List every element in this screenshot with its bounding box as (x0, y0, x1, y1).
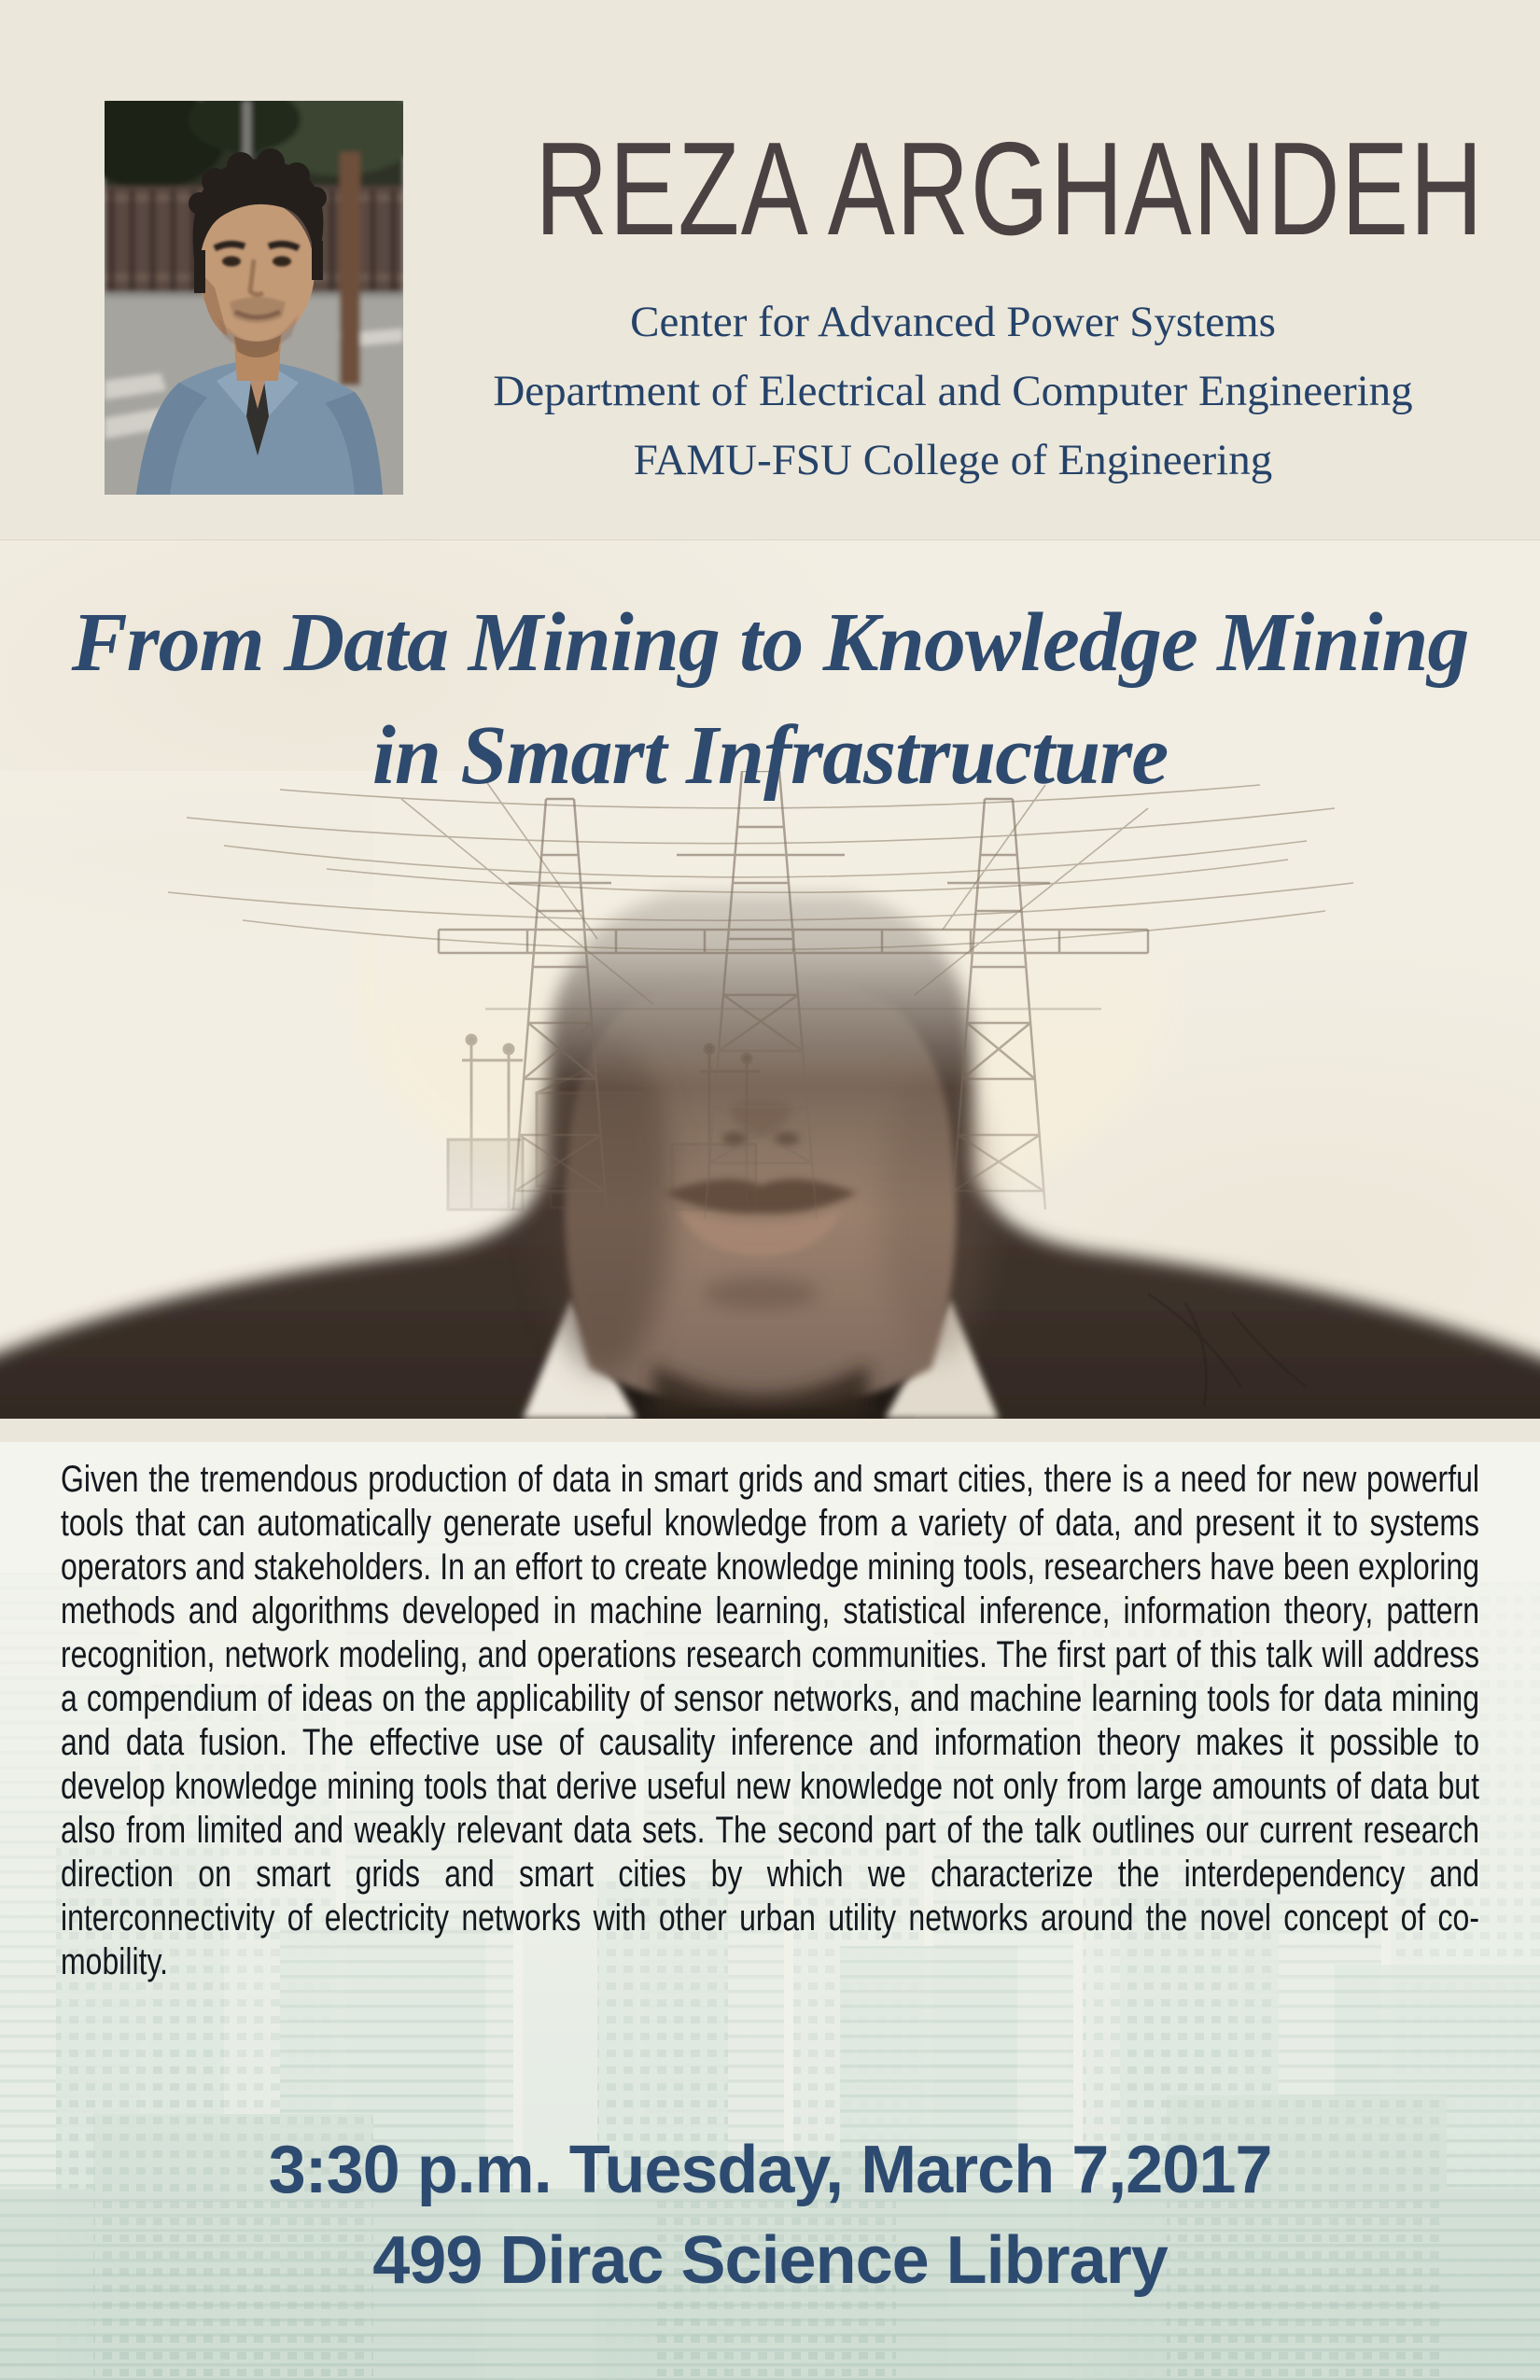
talk-title-line1: From Data Mining to Knowledge Mining (71, 596, 1469, 689)
speaker-name: REZA ARGHANDEH (535, 115, 1485, 263)
talk-title (0, 586, 1540, 812)
affiliation-line-3: FAMU-FSU College of Engineering (633, 436, 1273, 484)
event-location: 499 Dirac Science Library (372, 2223, 1168, 2298)
talk-title-line2: in Smart Infrastructure (371, 709, 1169, 802)
speaker-photo-image (105, 101, 403, 495)
affiliation-line-1: Center for Advanced Power Systems (630, 298, 1276, 346)
header-band (0, 0, 1540, 540)
speaker-affiliations (403, 287, 1503, 495)
face-infrastructure-art (0, 771, 1540, 1419)
title-art-section (0, 540, 1540, 1442)
abstract-paragraph: Given the tremendous production of data in smart grids and smart cities, there is a need for new powerful tools that can automatically generate useful knowledge from a variety of data, and present it to systems operators and stakeholders. In an effort to create knowledge mining tools, researchers have been exploring methods and algorithms developed in machine learning, statistical inference, information theory, pattern recognition, network modeling, and operations research communities. The first part of this talk will address a compendium of ideas on the applicability of sensor networks, and machine learning tools for data mining and data fusion. The effective use of causality inference and information theory makes it possible to develop knowledge mining tools that derive useful new knowledge not only from large amounts of data but also from limited and weakly relevant data sets. The second part of the talk outlines our current research direction on smart grids and smart cities by which we characterize the interdependency and interconnectivity of electricity networks with other urban utility networks around the novel concept of co-mobility. (61, 1459, 1479, 1982)
divider-strip (0, 1419, 1540, 1442)
speaker-photo (105, 101, 403, 495)
affiliation-line-2: Department of Electrical and Computer Engineering (493, 367, 1413, 415)
abstract-event-section (0, 1442, 1540, 2380)
header-text-column (403, 0, 1503, 539)
event-datetime: 3:30 p.m. Tuesday, March 7,2017 (268, 2133, 1272, 2207)
